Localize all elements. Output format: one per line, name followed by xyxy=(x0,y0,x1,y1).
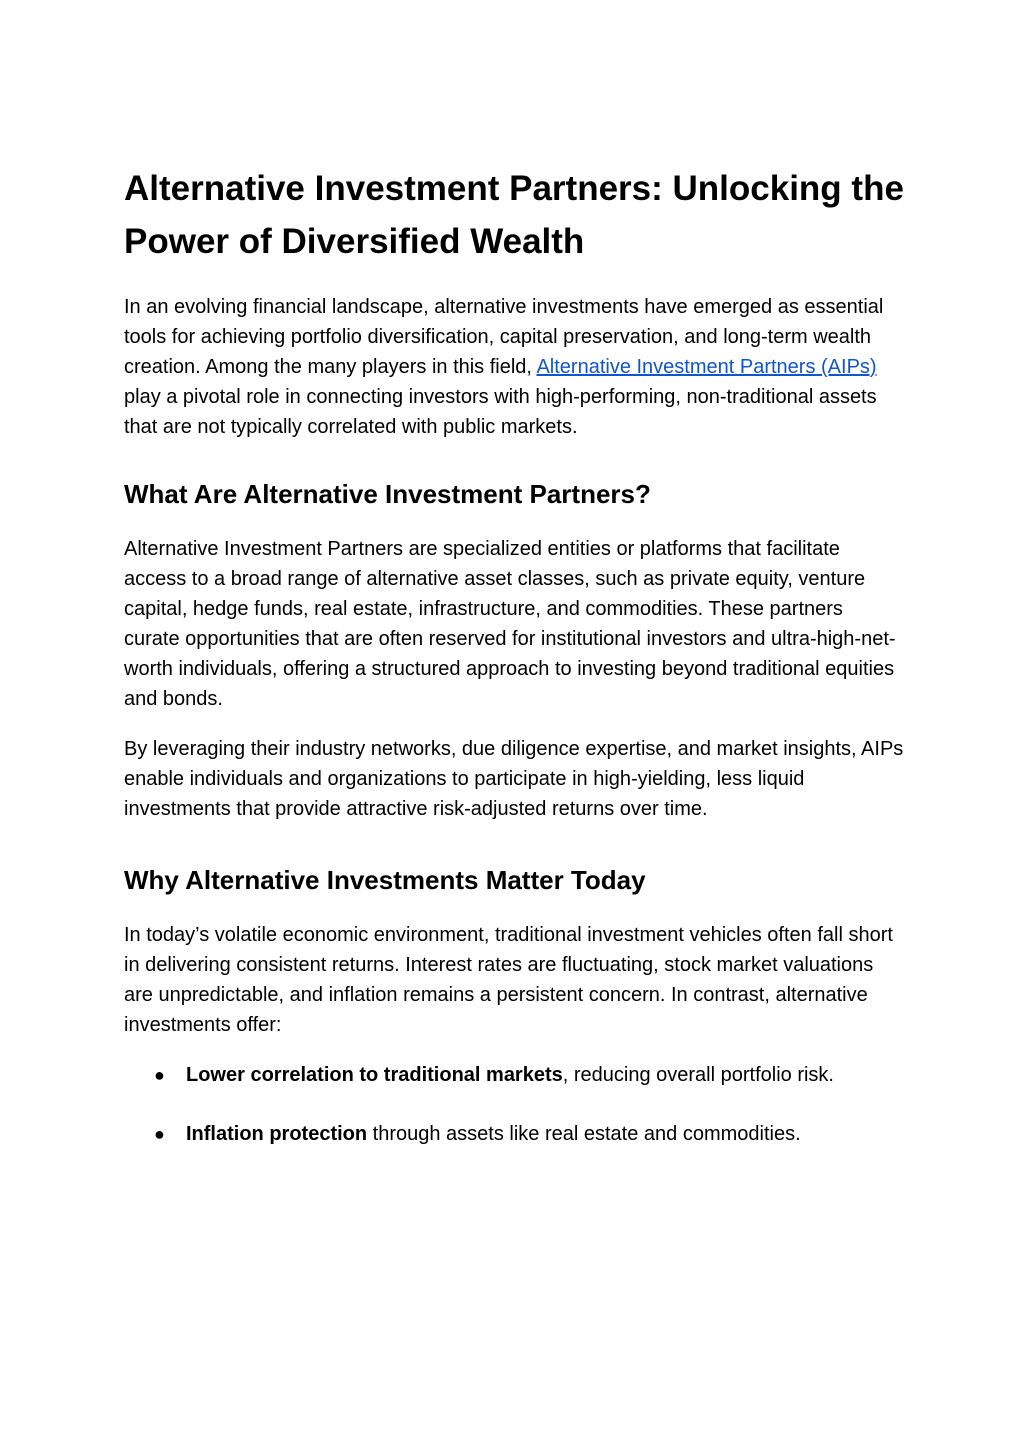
list-item-bold: Inflation protection xyxy=(186,1123,368,1145)
section2-paragraph: In today’s volatile economic environment, traditional investment vehicles often fall short in delivering consistent returns. Interest rates are fluctuating, stock market valuations are unpredictable, and inflation remains a persistent concern. In contrast, alternative investments offer: xyxy=(124,924,893,1036)
list-item xyxy=(124,1119,904,1149)
list-item-text: through assets like real estate and commodities. xyxy=(367,1123,801,1145)
bullet-icon: ● xyxy=(154,1124,165,1144)
section1-paragraph-1: Alternative Investment Partners are specialized entities or platforms that facilitate access to a broad range of alternative asset classes, such as private equity, venture capital, hedge funds, real estate, infrastructure, and commodities. These partners curate opportunities that are often reserved for institutional investors and ultra-high-net-worth individuals, offering a structured approach to investing beyond traditional equities and bonds. xyxy=(124,538,896,710)
page-title: Alternative Investment Partners: Unlocking the Power of Diversified Wealth xyxy=(124,169,904,261)
benefits-list xyxy=(124,1060,904,1149)
document-page xyxy=(124,162,904,1178)
section-heading-why-alternatives-matter: Why Alternative Investments Matter Today xyxy=(124,865,646,895)
list-item-text: , reducing overall portfolio risk. xyxy=(562,1064,834,1086)
list-item xyxy=(124,1060,904,1090)
intro-paragraph xyxy=(124,292,904,442)
intro-text-after-link: play a pivotal role in connecting investors with high-performing, non-traditional assets that are not typically correlated with public markets. xyxy=(124,386,877,438)
bullet-icon: ● xyxy=(154,1065,165,1085)
section-heading-what-are-aips: What Are Alternative Investment Partners? xyxy=(124,479,651,509)
section1-paragraph-2: By leveraging their industry networks, due diligence expertise, and market insights, AIPs enable individuals and organizations to participate in high-yielding, less liquid investments that provide attractive risk-adjusted returns over time. xyxy=(124,738,904,820)
intro-text-before-link: In an evolving financial landscape, alternative investments have emerged as essential tools for achieving portfolio diversification, capital preservation, and long-term wealth creation. Among the many players in this field, xyxy=(124,296,884,378)
aip-link[interactable]: Alternative Investment Partners (AIPs) xyxy=(536,356,877,378)
list-item-bold: Lower correlation to traditional markets xyxy=(186,1064,563,1086)
